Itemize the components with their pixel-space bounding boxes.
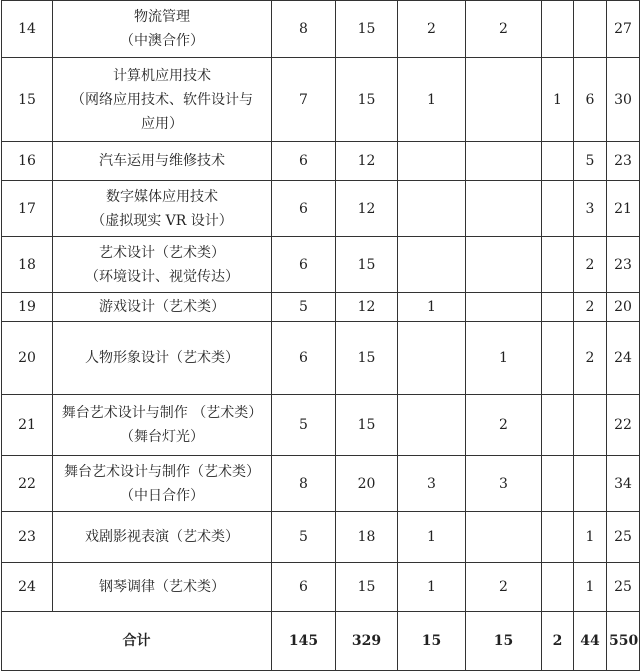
total-c6: 44	[574, 612, 607, 671]
count-c4	[466, 237, 542, 293]
count-c1: 8	[272, 456, 336, 512]
row-number: 23	[2, 512, 53, 563]
row-number: 17	[2, 181, 53, 237]
row-number: 16	[2, 142, 53, 181]
major-name	[53, 181, 272, 237]
table-row	[2, 58, 640, 142]
count-c2: 12	[336, 293, 398, 322]
count-c3: 2	[398, 1, 466, 58]
row-total: 23	[607, 237, 640, 293]
row-total: 25	[607, 512, 640, 563]
total-label: 合计	[2, 612, 272, 671]
major-name	[53, 563, 272, 612]
count-c4: 2	[466, 1, 542, 58]
count-c4	[466, 181, 542, 237]
major-name-line: 艺术设计（艺术类）	[99, 244, 225, 261]
major-name	[53, 293, 272, 322]
count-c4	[466, 512, 542, 563]
total-c2: 329	[336, 612, 398, 671]
count-c2: 20	[336, 456, 398, 512]
count-c5	[542, 237, 574, 293]
major-name	[53, 142, 272, 181]
total-row	[2, 612, 640, 671]
major-name	[53, 237, 272, 293]
count-c5	[542, 512, 574, 563]
count-c4	[466, 142, 542, 181]
count-c2: 15	[336, 395, 398, 456]
count-c3: 1	[398, 512, 466, 563]
count-c6: 2	[574, 237, 607, 293]
table-row	[2, 322, 640, 395]
count-c1: 5	[272, 512, 336, 563]
row-number: 22	[2, 456, 53, 512]
count-c4: 3	[466, 456, 542, 512]
count-c3: 1	[398, 293, 466, 322]
count-c1: 6	[272, 563, 336, 612]
total-c3: 15	[398, 612, 466, 671]
row-number: 15	[2, 58, 53, 142]
count-c1: 6	[272, 142, 336, 181]
count-c1: 7	[272, 58, 336, 142]
count-c2: 18	[336, 512, 398, 563]
total-c5: 2	[542, 612, 574, 671]
table-row	[2, 237, 640, 293]
row-number: 18	[2, 237, 53, 293]
count-c5	[542, 563, 574, 612]
count-c6: 5	[574, 142, 607, 181]
major-name-line: 钢琴调律（艺术类）	[99, 579, 225, 595]
major-name	[53, 58, 272, 142]
major-name-line: （环境设计、视觉传达）	[85, 268, 239, 285]
major-name-line: 戏剧影视表演（艺术类）	[85, 529, 239, 545]
row-number: 20	[2, 322, 53, 395]
enrollment-table	[1, 0, 640, 671]
major-name-line: 游戏设计（艺术类）	[99, 299, 225, 315]
row-total: 25	[607, 563, 640, 612]
major-name	[53, 322, 272, 395]
count-c2: 15	[336, 237, 398, 293]
count-c6	[574, 395, 607, 456]
count-c4	[466, 58, 542, 142]
count-c3: 1	[398, 58, 466, 142]
row-total: 24	[607, 322, 640, 395]
count-c6: 1	[574, 512, 607, 563]
count-c6: 1	[574, 563, 607, 612]
major-name-line: （网络应用技术、软件设计与	[71, 91, 253, 108]
table-row	[2, 142, 640, 181]
count-c3	[398, 181, 466, 237]
count-c4: 1	[466, 322, 542, 395]
table-row	[2, 395, 640, 456]
row-total: 20	[607, 293, 640, 322]
major-name-line: 数字媒体应用技术	[106, 188, 218, 205]
count-c5	[542, 181, 574, 237]
count-c3	[398, 237, 466, 293]
count-c1: 8	[272, 1, 336, 58]
major-name-line: （舞台灯光）	[120, 429, 204, 445]
count-c2: 15	[336, 1, 398, 58]
major-name-line: （中澳合作）	[120, 33, 204, 49]
row-number: 21	[2, 395, 53, 456]
count-c2: 12	[336, 142, 398, 181]
major-name-line: （虚拟现实 VR 设计）	[91, 212, 233, 229]
table-row	[2, 181, 640, 237]
table-row	[2, 1, 640, 58]
table-body	[2, 1, 640, 671]
count-c1: 6	[272, 237, 336, 293]
row-total: 30	[607, 58, 640, 142]
count-c2: 12	[336, 181, 398, 237]
table-row	[2, 512, 640, 563]
count-c1: 6	[272, 181, 336, 237]
major-name-line: （中日合作）	[120, 487, 204, 504]
count-c5	[542, 456, 574, 512]
major-name-line: 汽车运用与维修技术	[99, 153, 225, 169]
major-name-line: 舞台艺术设计与制作 （艺术类）	[61, 405, 263, 421]
count-c6: 3	[574, 181, 607, 237]
count-c2: 15	[336, 563, 398, 612]
major-name-line: 应用）	[141, 115, 183, 132]
grand-total: 550	[607, 612, 640, 671]
table-row	[2, 456, 640, 512]
row-total: 27	[607, 1, 640, 58]
count-c3	[398, 142, 466, 181]
table-row	[2, 293, 640, 322]
major-name-line: 物流管理	[134, 9, 190, 25]
major-name-line: 计算机应用技术	[113, 67, 211, 84]
count-c5: 1	[542, 58, 574, 142]
count-c3: 1	[398, 563, 466, 612]
count-c4: 2	[466, 395, 542, 456]
count-c1: 6	[272, 322, 336, 395]
major-name-line: 舞台艺术设计与制作（艺术类）	[64, 463, 260, 480]
total-c1: 145	[272, 612, 336, 671]
count-c3	[398, 395, 466, 456]
count-c6: 6	[574, 58, 607, 142]
count-c5	[542, 142, 574, 181]
row-total: 21	[607, 181, 640, 237]
row-total: 22	[607, 395, 640, 456]
major-name	[53, 395, 272, 456]
major-name	[53, 512, 272, 563]
count-c2: 15	[336, 58, 398, 142]
count-c6	[574, 456, 607, 512]
row-total: 34	[607, 456, 640, 512]
count-c4	[466, 293, 542, 322]
count-c6: 2	[574, 293, 607, 322]
count-c5	[542, 322, 574, 395]
count-c6	[574, 1, 607, 58]
table-row	[2, 563, 640, 612]
count-c1: 5	[272, 293, 336, 322]
count-c5	[542, 293, 574, 322]
major-name	[53, 1, 272, 58]
row-number: 24	[2, 563, 53, 612]
count-c3: 3	[398, 456, 466, 512]
count-c5	[542, 1, 574, 58]
major-name	[53, 456, 272, 512]
total-c4: 15	[466, 612, 542, 671]
row-number: 14	[2, 1, 53, 58]
row-number: 19	[2, 293, 53, 322]
count-c4: 2	[466, 563, 542, 612]
count-c3	[398, 322, 466, 395]
count-c5	[542, 395, 574, 456]
count-c6: 2	[574, 322, 607, 395]
count-c1: 5	[272, 395, 336, 456]
major-name-line: 人物形象设计（艺术类）	[85, 350, 239, 366]
count-c2: 15	[336, 322, 398, 395]
row-total: 23	[607, 142, 640, 181]
